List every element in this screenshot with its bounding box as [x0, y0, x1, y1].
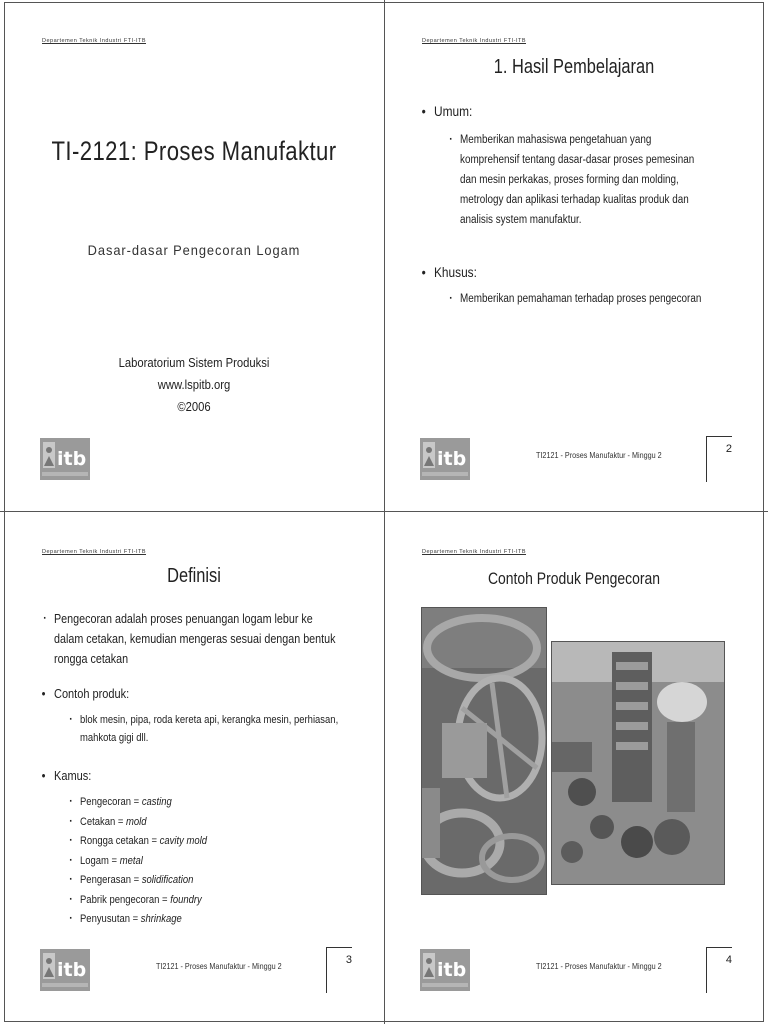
- kamus-term: Penyusutan =: [80, 913, 141, 925]
- slide-3: [6, 515, 382, 1021]
- kamus-item: [80, 851, 143, 871]
- slide-2: [386, 4, 762, 510]
- umum-text: [460, 130, 694, 230]
- kamus-english: casting: [141, 796, 172, 808]
- bullet-umum: • Umum:: [434, 104, 472, 119]
- definition-text: [54, 609, 335, 669]
- slide-footer: TI2121 - Proses Manufaktur - Minggu 2: [536, 961, 662, 971]
- umum-line-4: metrology dan aplikasi terhadap kualitas produk dan: [460, 194, 689, 206]
- kamus-english: mold: [126, 815, 147, 828]
- department-header: Departemen Teknik Industri FTI-ITB: [42, 38, 147, 44]
- kamus-item: [80, 870, 193, 890]
- kamus-english: metal: [119, 854, 143, 867]
- slide-title: Definisi: [167, 565, 221, 587]
- kamus-english: cavity mold: [159, 835, 208, 847]
- kamus-english: shrinkage: [140, 913, 182, 925]
- bullet-khusus: • Khusus:: [434, 265, 477, 280]
- kamus-english: solidification: [141, 874, 194, 886]
- contoh-line-2: mahkota gigi dll.: [80, 732, 149, 744]
- kamus-item: [80, 909, 182, 929]
- slide-title: 1. Hasil Pembelajaran: [493, 56, 655, 78]
- slide-title: Contoh Produk Pengecoran: [487, 569, 661, 588]
- casting-photo-wheels: [421, 607, 547, 895]
- khusus-text: ▪ Memberikan pemahaman terhadap proses pengecoran: [460, 289, 701, 309]
- bullet-kamus: • Kamus:: [54, 769, 91, 783]
- slide-4: [386, 515, 762, 1021]
- page-number: 2: [706, 436, 732, 482]
- svg-text:itb: itb: [437, 959, 467, 981]
- bullet-contoh: • Contoh produk:: [54, 687, 129, 701]
- contoh-line-1: ▪ blok mesin, pipa, roda kereta api, kerangka mesin, perhiasan,: [80, 714, 339, 726]
- kamus-item: [80, 812, 147, 832]
- department-header: Departemen Teknik Industri FTI-ITB: [422, 38, 527, 44]
- slide-footer: TI2121 - Proses Manufaktur - Minggu 2: [536, 450, 662, 460]
- slide-footer: TI2121 - Proses Manufaktur - Minggu 2: [156, 961, 282, 971]
- itb-logo: [420, 949, 470, 991]
- kamus-item: [80, 831, 207, 851]
- casting-photo-parts-pile: [551, 641, 725, 885]
- vertical-divider: [384, 0, 385, 1024]
- kamus-item: [80, 792, 172, 812]
- svg-text:itb: itb: [437, 448, 467, 470]
- page-number: 4: [706, 947, 732, 993]
- umum-line-5: analisis system manufaktur.: [460, 214, 582, 226]
- umum-line-2: komprehensif tentang dasar-dasar proses pemesinan: [460, 154, 695, 166]
- page-number: 3: [326, 947, 352, 993]
- lab-name: Laboratorium Sistem Produksi: [118, 356, 270, 370]
- slide-subtitle: Dasar-dasar Pengecoran Logam: [87, 242, 301, 258]
- copyright-year: ©2006: [177, 400, 211, 414]
- kamus-term: Pabrik pengecoran =: [80, 893, 171, 906]
- kamus-term: Cetakan =: [80, 815, 127, 828]
- umum-line-3: dan mesin perkakas, proses forming dan molding,: [460, 174, 679, 186]
- lab-url: www.lspitb.org: [157, 378, 231, 392]
- slide-1: [6, 4, 382, 510]
- kamus-english: foundry: [170, 893, 202, 906]
- definition-line-3: rongga cetakan: [54, 652, 129, 666]
- itb-logo: [40, 949, 90, 991]
- lab-info: [25, 352, 363, 418]
- department-header: Departemen Teknik Industri FTI-ITB: [422, 549, 527, 555]
- horizontal-divider: [0, 511, 768, 512]
- kamus-item: [80, 890, 202, 910]
- kamus-term: Pengerasan =: [80, 874, 142, 886]
- umum-line-1: ▪ Memberikan mahasiswa pengetahuan yang: [460, 134, 652, 146]
- kamus-term: Logam =: [80, 854, 120, 867]
- kamus-term: Pengecoran =: [80, 796, 142, 808]
- itb-logo: [420, 438, 470, 480]
- department-header: Departemen Teknik Industri FTI-ITB: [42, 549, 147, 555]
- kamus-term: Rongga cetakan =: [80, 835, 160, 847]
- contoh-text: [80, 711, 338, 747]
- definition-line-2: dalam cetakan, kemudian mengeras sesuai dengan bentuk: [54, 632, 336, 646]
- slide-title: TI-2121: Proses Manufaktur: [51, 136, 337, 166]
- itb-logo: [40, 438, 90, 480]
- svg-text:itb: itb: [57, 959, 87, 981]
- svg-text:itb: itb: [57, 448, 87, 470]
- definition-line-1: ▪ Pengecoran adalah proses penuangan logam lebur ke: [54, 612, 313, 626]
